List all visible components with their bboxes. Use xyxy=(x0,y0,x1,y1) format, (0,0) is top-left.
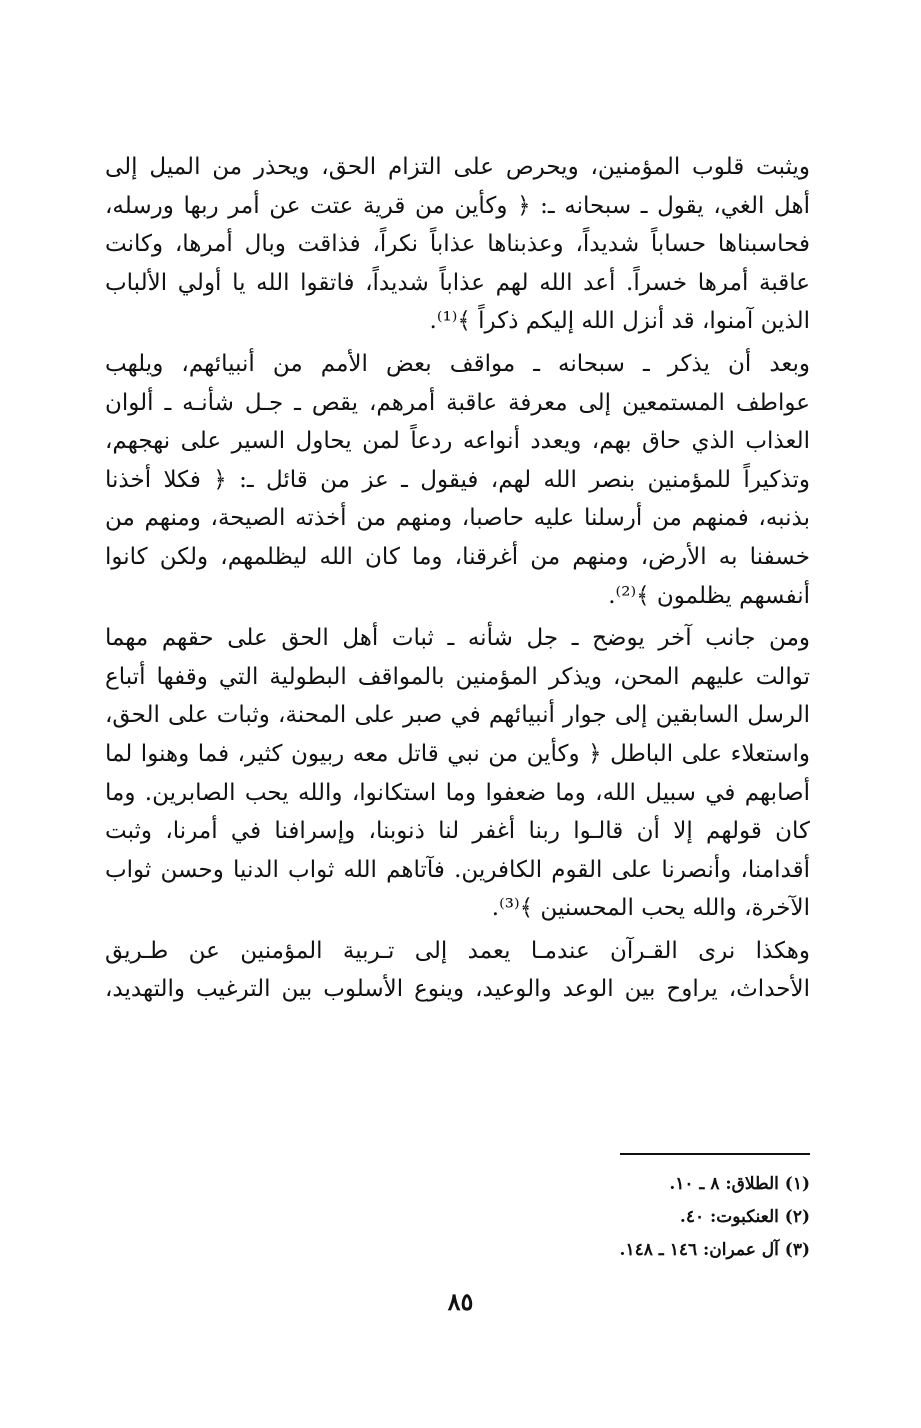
text-line: الأحداث، يراوح بين الوعد والوعيد، وينوع الأسلوب بين الترغيب والتهديد، xyxy=(105,976,810,1003)
paragraph-4 xyxy=(105,932,810,1009)
footnote-3: (٣) آل عمران: ١٤٦ ـ ١٤٨. xyxy=(619,1240,810,1260)
text-line: ومن جانب آخر يوضح ـ جل شأنه ـ ثبات أهل الحق على حقهم مهما xyxy=(105,625,810,652)
text-line: عواطف المستمعين إلى معرفة عاقبة أمرهم، يقص ـ جـل شأنـه ـ ألوان xyxy=(105,389,810,416)
paragraph-3 xyxy=(105,619,810,928)
paragraph-1 xyxy=(105,148,810,341)
text-line: أنفسهم يظلمون ﴾⁽²⁾. xyxy=(608,582,810,609)
text-line: الذين آمنوا، قد أنزل الله إليكم ذكراً ﴾⁽¹⁾. xyxy=(429,308,810,335)
text-line: أهل الغي، يقول ـ سبحانه ـ: ﴿ وكأين من قرية عتت عن أمر ربها ورسله، xyxy=(105,192,810,219)
text-line: أقدامنا، وأنصرنا على القوم الكافرين. فآتاهم الله ثواب الدنيا وحسن ثواب xyxy=(105,856,810,883)
text-line: أصابهم في سبيل الله، وما ضعفوا وما استكانوا، والله يحب الصابرين. وما xyxy=(105,779,810,806)
text-line: عاقبة أمرها خسراً. أعد الله لهم عذاباً شديداً، فاتقوا الله يا أولي الألباب xyxy=(105,269,810,296)
footnote-2: (٢) العنكبوت: ٤٠. xyxy=(679,1207,810,1227)
text-line: الرسل السابقين إلى جوار أنبيائهم في صبر على المحنة، وثبات على الحق، xyxy=(105,702,810,729)
text-line: بذنبه، فمنهم من أرسلنا عليه حاصبا، ومنهم من أخذته الصيحة، ومنهم من xyxy=(105,505,810,532)
footnotes xyxy=(620,1168,810,1267)
footnote-divider xyxy=(620,1153,810,1155)
text-line: فحاسبناها حساباً شديداً، وعذبناها عذاباً نكراً، فذاقت وبال أمرها، وكانت xyxy=(105,231,810,258)
page-body xyxy=(105,148,810,1013)
text-line: العذاب الذي حاق بهم، ويعدد أنواعه ردعاً لمن يحاول السير على نهجهم، xyxy=(105,428,810,455)
paragraph-2 xyxy=(105,345,810,615)
text-line: الآخرة، والله يحب المحسنين ﴾⁽³⁾. xyxy=(491,895,810,922)
footnote-1: (١) الطلاق: ٨ ـ ١٠. xyxy=(669,1174,810,1194)
text-line: واستعلاء على الباطل ﴿ وكأين من نبي قاتل معه ربيون كثير، فما وهنوا لما xyxy=(105,740,810,767)
page-number: ٨٥ xyxy=(447,1287,474,1316)
text-line: كان قولهم إلا أن قالـوا ربنا أغفر لنا ذنوبنا، وإسرافنا في أمرنا، وثبت xyxy=(105,818,810,845)
text-line: توالت عليهم المحن، ويذكر المؤمنين بالمواقف البطولية التي وقفها أتباع xyxy=(105,663,810,690)
text-line: ويثبت قلوب المؤمنين، ويحرص على التزام الحق، ويحذر من الميل إلى xyxy=(105,154,810,180)
text-line: خسفنا به الأرض، ومنهم من أغرقنا، وما كان الله ليظلمهم، ولكن كانوا xyxy=(105,543,810,570)
text-line: وهكذا نرى القـرآن عندمـا يعمد إلى تـربية المؤمنين عن طـريق xyxy=(105,937,810,964)
text-line: وبعد أن يذكر ـ سبحانه ـ مواقف بعض الأمم من أنبيائهم، ويلهب xyxy=(105,350,810,377)
text-line: وتذكيراً للمؤمنين بنصر الله لهم، فيقول ـ عز من قائل ـ: ﴿ فكلا أخذنا xyxy=(105,466,810,493)
